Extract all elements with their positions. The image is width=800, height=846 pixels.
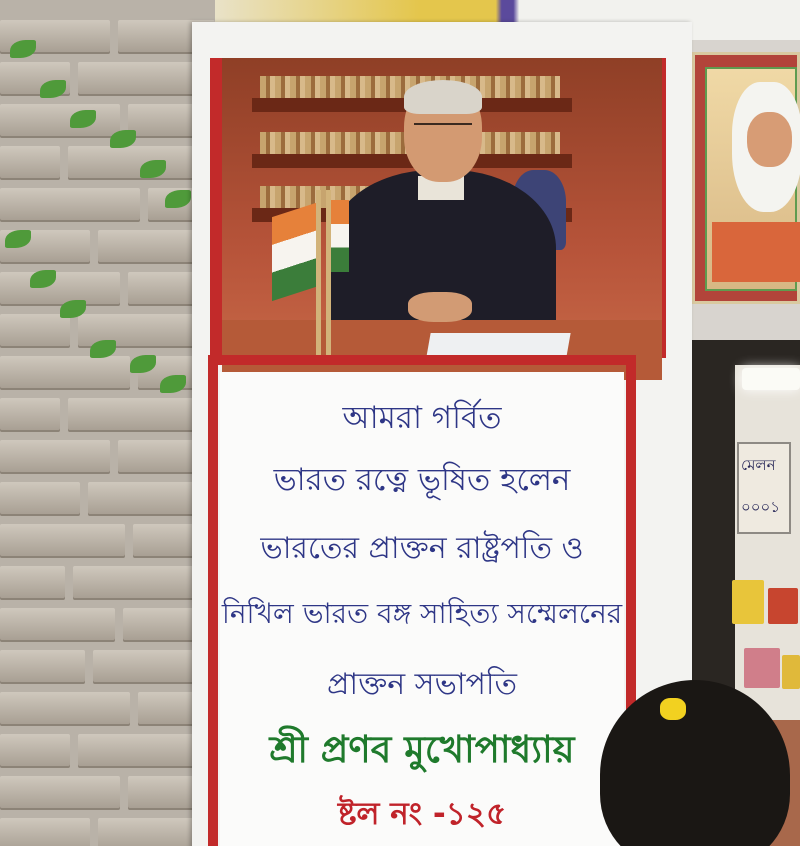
brick (0, 524, 125, 558)
brick (0, 440, 110, 474)
portrait-robe (712, 222, 800, 282)
honoree-name: শ্রী প্রণব মুখোপাধ্যায় (269, 728, 575, 771)
hair-clip (660, 698, 686, 720)
brick-wall-backdrop (0, 0, 215, 846)
banner-line-4: নিখিল ভারত বঙ্গ সাহিত্য সম্মেলনের (221, 597, 623, 630)
ivy-leaf (160, 375, 186, 393)
book (782, 655, 800, 689)
ceiling-light (742, 368, 800, 390)
banner-text-panel (220, 372, 624, 846)
brick (0, 734, 70, 768)
brick (0, 566, 65, 600)
stall-sign-line-1: মেলন (741, 456, 776, 474)
book (768, 588, 798, 624)
text-panel-red-border-left (208, 360, 218, 846)
indian-flag-icon (272, 203, 316, 301)
flag-pole (316, 190, 321, 360)
brick (0, 482, 80, 516)
brick (0, 398, 60, 432)
banner-line-3: ভারতের প্রাক্তন রাষ্ট্রপতি ও (260, 531, 584, 566)
speaker-hands (408, 292, 472, 322)
stall-number: ষ্টল নং -১২৫ (337, 796, 507, 832)
brick (0, 818, 90, 846)
stall-sign-line-2: ০০০১ (741, 498, 780, 516)
banner-red-border-left (210, 58, 222, 358)
brick (0, 272, 120, 306)
banner-line-2: ভারত রত্নে ভূষিত হলেন (273, 462, 571, 498)
brick (0, 608, 115, 642)
indian-flag-icon (331, 200, 349, 272)
text-panel-red-border-top (208, 355, 636, 365)
brick (0, 188, 140, 222)
brick (0, 146, 60, 180)
brick (0, 776, 120, 810)
brick (0, 314, 70, 348)
ivy-leaf (10, 40, 36, 58)
book (744, 648, 780, 688)
brick (0, 104, 120, 138)
stall-interior-sign (737, 442, 791, 534)
portrait-face (747, 112, 792, 167)
brick (0, 650, 85, 684)
brick (0, 692, 130, 726)
speaker-glasses (414, 123, 472, 135)
portrait-figure (692, 52, 800, 304)
book (732, 580, 764, 624)
speaker-hair (404, 80, 482, 114)
banner-line-5: প্রাক্তন সভাপতি (326, 667, 517, 702)
brick (0, 356, 130, 390)
banner-line-1: আমরা গর্বিত (342, 400, 502, 436)
